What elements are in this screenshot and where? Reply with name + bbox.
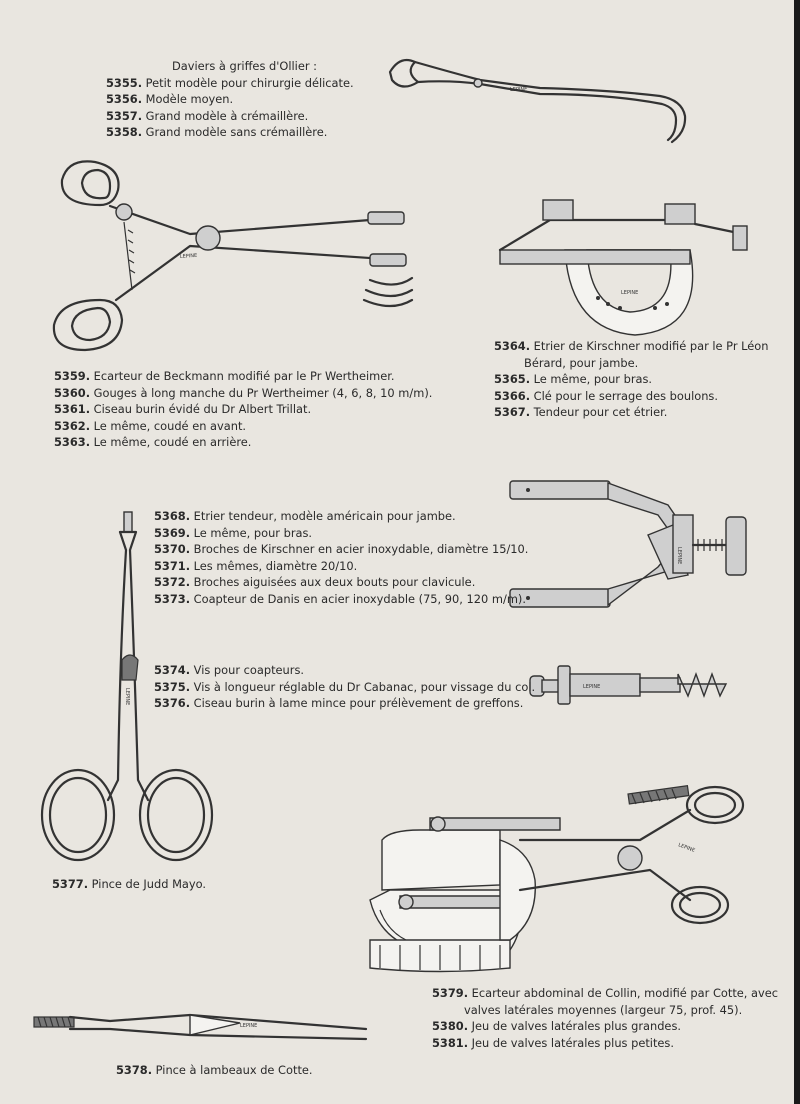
item-number: 5371. — [154, 558, 191, 573]
kirschner-stirrup-illustration — [495, 190, 765, 340]
ollier-forceps-illustration — [380, 50, 710, 150]
kirschner-caption — [494, 338, 769, 421]
item-text: Le même, pour bras. — [193, 525, 313, 540]
item-text: Broches aiguisées aux deux bouts pour clavicule. — [193, 575, 476, 590]
item-number: 5378. — [116, 1063, 153, 1077]
item-number: 5375. — [154, 679, 191, 694]
caption-line — [54, 385, 432, 402]
item-text: Modèle moyen. — [145, 92, 234, 107]
item-text: Pince à lambeaux de Cotte. — [155, 1063, 313, 1077]
caption-line — [116, 1062, 313, 1079]
ollier-caption — [106, 58, 354, 141]
caption-line — [432, 1018, 778, 1035]
caption-line — [106, 91, 354, 108]
beckmann-caption — [54, 368, 432, 451]
item-text: Vis à longueur réglable du Dr Cabanac, pour vissage du col. — [193, 679, 536, 694]
caption-line — [54, 434, 432, 451]
ollier-heading: Daviers à griffes d'Ollier : — [172, 59, 317, 73]
item-number: 5377. — [52, 877, 89, 891]
maker-stamp: LEPINE — [240, 1023, 258, 1029]
collin-retractor-illustration — [360, 780, 755, 980]
maker-stamp: LEPINE — [179, 252, 198, 260]
item-number: 5367. — [494, 405, 531, 420]
item-number: 5379. — [432, 986, 469, 1000]
item-number: 5368. — [154, 509, 191, 523]
page-edge — [794, 0, 800, 1104]
maker-stamp: LEPINE — [124, 688, 130, 706]
item-number: 5365. — [494, 372, 531, 387]
maker-stamp: LEPINE — [676, 547, 682, 565]
item-number: 5380. — [432, 1019, 469, 1034]
item-text: Le même, pour bras. — [533, 372, 653, 387]
item-number: 5372. — [154, 575, 191, 590]
collin-caption — [432, 985, 778, 1051]
cotte-forceps-illustration — [30, 1005, 370, 1055]
caption-line — [106, 124, 354, 141]
item-number: 5366. — [494, 388, 531, 403]
item-text: Petit modèle pour chirurgie délicate. — [145, 75, 354, 90]
caption-line: valves latérales moyennes (largeur 75, prof. 45). — [464, 1002, 743, 1017]
maker-stamp: LEPINE — [677, 842, 696, 854]
caption-line: Bérard, pour jambe. — [524, 355, 639, 370]
item-text: Gouges à long manche du Pr Wertheimer (4, 6, 8, 10 m/m). — [93, 385, 433, 400]
caption-line — [154, 662, 535, 679]
caption-line — [54, 418, 432, 435]
caption-line — [154, 679, 535, 696]
caption-line — [494, 338, 769, 355]
item-number: 5374. — [154, 663, 191, 677]
maker-stamp: LEPINE — [510, 87, 528, 93]
item-number: 5376. — [154, 696, 191, 711]
item-number: 5361. — [54, 402, 91, 417]
caption-line — [106, 75, 354, 92]
item-text: Ciseau burin à lame mince pour prélèvement de greffons. — [193, 696, 524, 711]
caption-line — [432, 1035, 778, 1052]
maker-stamp: LEPINE — [583, 684, 601, 690]
item-text: Tendeur pour cet étrier. — [533, 405, 668, 420]
item-text: Vis pour coapteurs. — [193, 663, 305, 677]
item-number: 5381. — [432, 1035, 469, 1050]
item-number: 5369. — [154, 525, 191, 540]
item-number: 5360. — [54, 385, 91, 400]
maker-stamp: LEPINE — [621, 290, 639, 296]
caption-line — [54, 368, 432, 385]
item-number: 5362. — [54, 418, 91, 433]
caption-line — [52, 876, 206, 893]
caption-line — [494, 404, 769, 421]
beckmann-retractor-illustration — [40, 150, 420, 360]
vis-caption — [154, 662, 535, 712]
item-text: Jeu de valves latérales plus grandes. — [471, 1019, 681, 1034]
item-number: 5373. — [154, 591, 191, 606]
item-text: Le même, coudé en avant. — [93, 418, 247, 433]
caption-line — [54, 401, 432, 418]
item-text: Grand modèle sans crémaillère. — [145, 125, 328, 140]
item-number: 5359. — [54, 369, 91, 383]
item-number: 5356. — [106, 92, 143, 107]
caption-line — [106, 108, 354, 125]
item-text: Coapteur de Danis en acier inoxydable (75, 90, 120 m/m). — [193, 591, 526, 606]
caption-line — [432, 985, 778, 1002]
item-number: 5364. — [494, 339, 531, 353]
item-text: Jeu de valves latérales plus petites. — [471, 1035, 674, 1050]
cotte-caption — [116, 1062, 313, 1079]
cabanac-screw-illustration — [528, 660, 733, 710]
item-text: Ecarteur de Beckmann modifié par le Pr Wertheimer. — [93, 369, 395, 383]
item-number: 5358. — [106, 125, 143, 140]
item-text: Broches de Kirschner en acier inoxydable, diamètre 15/10. — [193, 542, 529, 557]
caption-line — [494, 371, 769, 388]
item-number: 5370. — [154, 542, 191, 557]
item-text: Etrier tendeur, modèle américain pour jambe. — [193, 509, 456, 523]
item-text: Clé pour le serrage des boulons. — [533, 388, 718, 403]
item-number: 5355. — [106, 75, 143, 90]
caption-line — [494, 388, 769, 405]
item-text: Ecarteur abdominal de Collin, modifié par Cotte, avec — [471, 986, 779, 1000]
item-number: 5363. — [54, 435, 91, 450]
item-text: Les mêmes, diamètre 20/10. — [193, 558, 358, 573]
item-text: Etrier de Kirschner modifié par le Pr Léon — [533, 339, 769, 353]
judd-caption — [52, 876, 206, 893]
item-text: Grand modèle à crémaillère. — [145, 108, 309, 123]
item-text: Ciseau burin évidé du Dr Albert Trillat. — [93, 402, 312, 417]
american-stirrup-illustration — [508, 475, 753, 615]
item-text: Pince de Judd Mayo. — [91, 877, 207, 891]
item-number: 5357. — [106, 108, 143, 123]
caption-line — [154, 695, 535, 712]
item-text: Le même, coudé en arrière. — [93, 435, 252, 450]
